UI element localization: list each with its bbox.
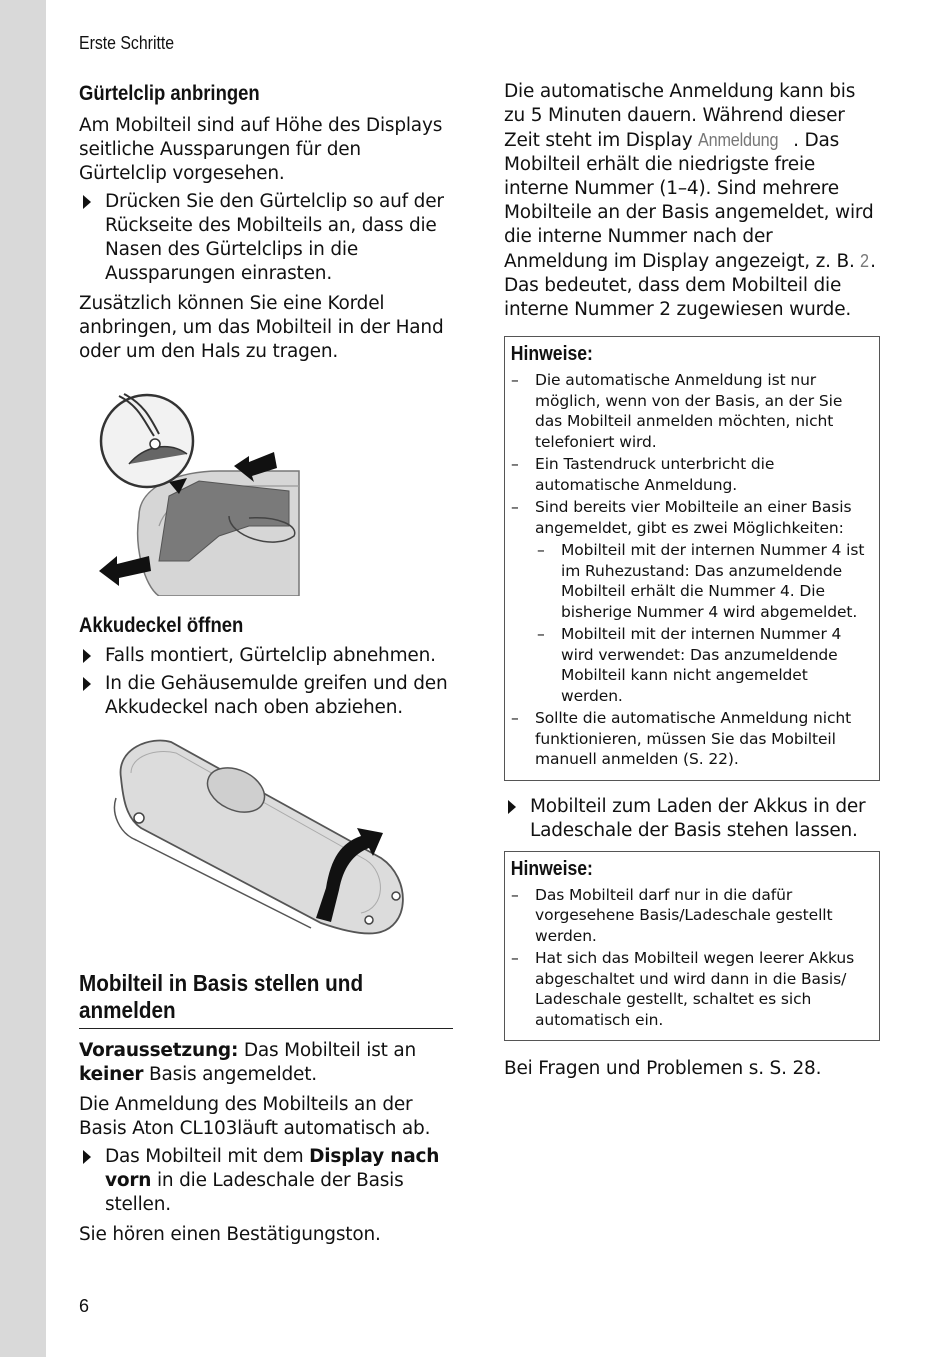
note-subitem: – Mobilteil mit der internen Nummer 4 wird verwendet: Das anzumeldende Mobilteil kann nicht angemeldet werden. xyxy=(537,625,842,705)
note-box-2 xyxy=(504,851,880,1042)
footer-reference: Bei Fragen und Problemen s. S. 28. xyxy=(504,1058,822,1079)
akkudeckel-step-1: Falls montiert, Gürtelclip abnehmen. xyxy=(79,644,453,668)
step-arrow-icon xyxy=(83,195,91,209)
display-text-anmeldung: Anmeldung xyxy=(698,130,779,150)
step-arrow-icon xyxy=(83,649,91,663)
guertelclip-step: Drücken Sie den Gürtelclip so auf der Rückseite des Mobilteils an, dass die Nasen des Gürtelclips in die Aussparungen einrasten. xyxy=(79,190,453,286)
basis-step: Das Mobilteil mit dem Display nach vorn in die Ladeschale der Basis stellen. xyxy=(79,1145,453,1217)
note-box-1 xyxy=(504,336,880,781)
note-item: – Sind bereits vier Mobilteile an einer Basis angemeldet, gibt es zwei Möglichkeiten: xyxy=(511,498,852,537)
step-arrow-icon xyxy=(508,800,516,814)
heading-akkudeckel: Akkudeckel öffnen xyxy=(79,614,244,637)
basis-para: Die Anmeldung des Mobilteils an der Basis Aton CL103läuft automatisch ab. xyxy=(79,1094,431,1139)
heading-basis-anmelden: Mobilteil in Basis stellen und anmelden xyxy=(79,970,364,1023)
akkudeckel-step-2: In die Gehäusemulde greifen und den Akkudeckel nach oben abziehen. xyxy=(79,672,453,720)
right-column xyxy=(504,80,880,1081)
auto-registration-text: Die automatische Anmeldung kann bis zu 5 Minuten dauern. Während dieser Zeit steht im Display Anmeldung . Das Mobilteil erhält die niedrigste freie interne Nummer (1–4). Sind mehrere Mobilteile an der Basis angemeldet, wird die interne Nummer nach der Anmeldung im Display angezeigt, z. B. 2. Das bedeutet, dass dem Mobilteil die interne Nummer 2 zugewiesen wurde. xyxy=(504,81,876,320)
step-arrow-icon xyxy=(83,1150,91,1164)
note-item: – Ein Tastendruck unterbricht die automatische Anmeldung. xyxy=(511,455,775,494)
note-title: Hinweise: xyxy=(510,857,593,880)
note-title: Hinweise: xyxy=(510,343,593,365)
page-margin-strip xyxy=(0,0,46,1357)
note-subitem: – Mobilteil mit der internen Nummer 4 ist im Ruhezustand: Das anzumeldende Mobilteil erhält die Nummer 4. Die bisherige Nummer 4 wird abgemeldet. xyxy=(537,541,865,621)
basis-confirm: Sie hören einen Bestätigungston. xyxy=(79,1224,381,1245)
heading-guertelclip: Gürtelclip anbringen xyxy=(79,82,260,105)
belt-clip-illustration xyxy=(99,386,329,596)
note-item: – Die automatische Anmeldung ist nur möglich, wenn von der Basis, an der Sie das Mobilteil anmelden möchten, nicht telefoniert wird. xyxy=(511,371,843,451)
page-number: 6 xyxy=(79,1296,90,1316)
guertelclip-intro: Am Mobilteil sind auf Höhe des Displays seitliche Aussparungen für den Gürtelclip vorgesehen. xyxy=(79,115,443,184)
note-item: – Das Mobilteil darf nur in die dafür vorgesehene Basis/Ladeschale gestellt werden. xyxy=(511,885,833,945)
left-column xyxy=(79,80,453,1247)
basis-prerequisite: Voraussetzung: Das Mobilteil ist an keiner Basis angemeldet. xyxy=(79,1040,417,1085)
running-head: Erste Schritte xyxy=(79,33,175,53)
note-item: – Hat sich das Mobilteil wegen leerer Akkus abgeschaltet und wird dann in die Basis/ Ladeschale gestellt, schaltet es sich automatisch ein. xyxy=(511,949,855,1029)
step-arrow-icon xyxy=(83,677,91,691)
guertelclip-extra: Zusätzlich können Sie eine Kordel anbringen, um das Mobilteil in der Hand oder um den Hals zu tragen. xyxy=(79,293,444,362)
display-text-number: 2 xyxy=(860,251,870,271)
note-item: – Sollte die automatische Anmeldung nicht funktionieren, müssen Sie das Mobilteil manuell anmelden (S. 22). xyxy=(511,709,852,768)
battery-cover-illustration xyxy=(111,738,421,938)
charge-step: Mobilteil zum Laden der Akkus in der Ladeschale der Basis stehen lassen. xyxy=(504,795,880,843)
heading-rule xyxy=(79,1028,453,1029)
